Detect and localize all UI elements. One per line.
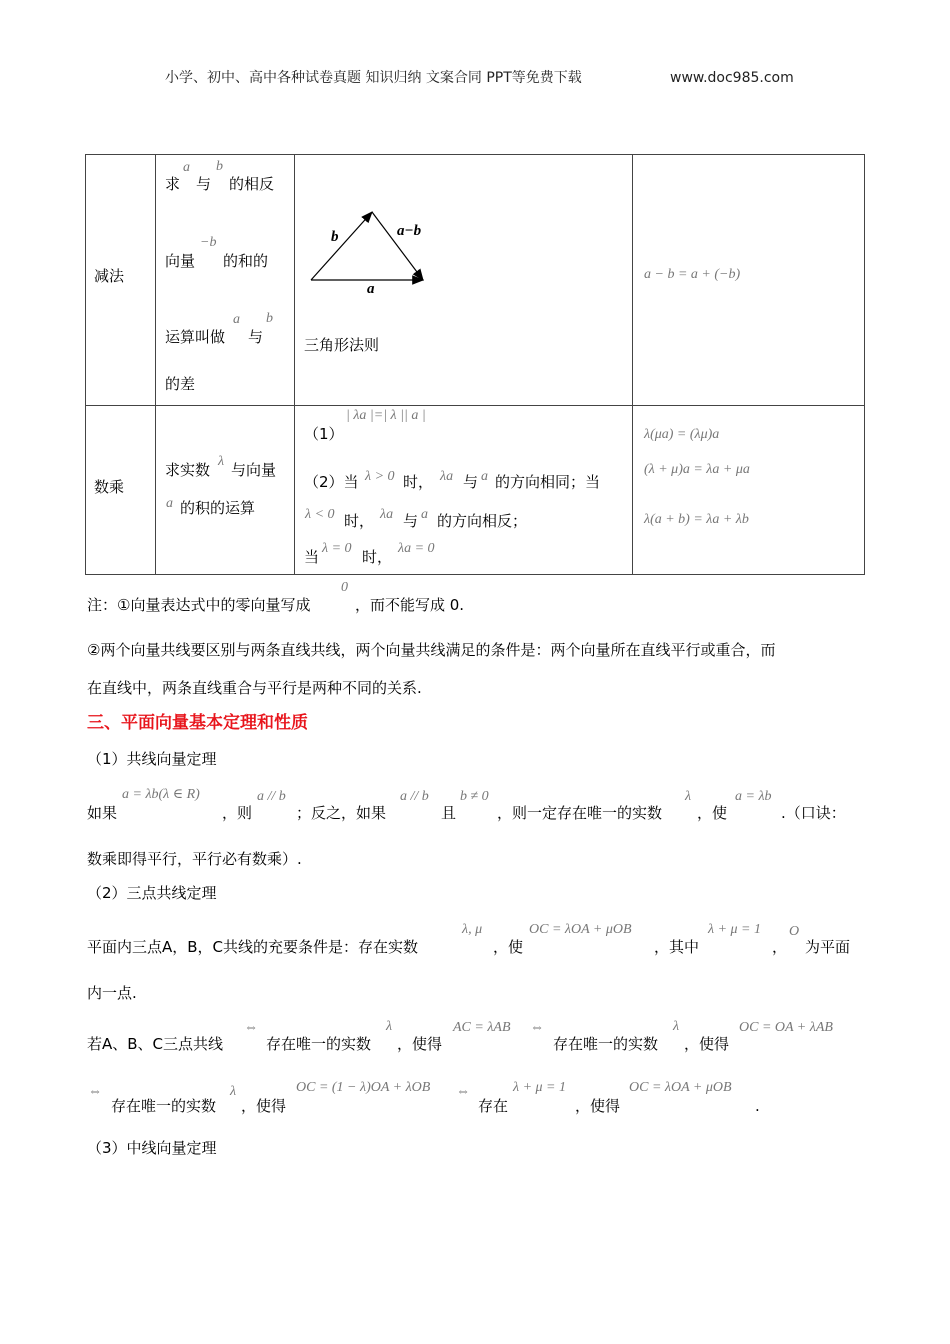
law-formula: (λ + μ)a = λa + μa (644, 462, 750, 477)
rule-text: 时， (344, 512, 375, 530)
math: AC = λAB (453, 1020, 511, 1035)
math: λ (230, 1084, 237, 1099)
math: λ = 0 (322, 541, 352, 556)
rule-text: 与 (403, 512, 419, 530)
math: λ < 0 (305, 507, 335, 522)
table-col-divider (294, 154, 295, 575)
math: −b (200, 235, 217, 250)
math: a = λb (735, 789, 772, 804)
para-text: ，使得 (684, 1035, 730, 1053)
def-text: 向量 (165, 252, 196, 270)
note-text: ，而不能写成 0. (355, 596, 465, 614)
row-label-subtraction: 减法 (94, 267, 125, 285)
math: λ + μ = 1 (708, 922, 761, 937)
para-text: . (755, 1097, 760, 1115)
math: b ≠ 0 (460, 789, 489, 804)
para-text: 存在 (478, 1097, 509, 1115)
subsection-title: （3）中线向量定理 (87, 1139, 217, 1157)
def-text: 与 (248, 328, 264, 346)
math: λ, μ (462, 922, 483, 937)
para-text: 若A、B、C三点共线 (87, 1035, 224, 1053)
math: a (233, 312, 240, 327)
math: b (266, 311, 273, 326)
def-text: 与 (196, 175, 212, 193)
def-text: 与向量 (231, 461, 277, 479)
math: b (216, 159, 223, 174)
para-text: ，使 (493, 938, 524, 956)
def-text: 的积的运算 (180, 499, 256, 517)
figure-caption: 三角形法则 (304, 336, 380, 354)
para-text: ；反之，如果 (296, 804, 387, 822)
table-border-bottom (85, 574, 865, 575)
math: λa = 0 (398, 541, 435, 556)
math: a (481, 469, 488, 484)
equiv-symbol: ⇔ (530, 1020, 544, 1035)
math: OC = λOA + μOB (529, 922, 632, 937)
math: | λa |=| λ || a | (346, 408, 426, 423)
def-text: 求 (165, 175, 181, 193)
header-text: 小学、初中、高中各种试卷真题 知识归纳 文案合同 PPT等免费下载 (165, 70, 582, 86)
para-text: ， (772, 938, 788, 956)
rule-text: （2）当 (304, 473, 359, 491)
para-text: 平面内三点A，B，C共线的充要条件是：存在实数 (87, 938, 419, 956)
table-border-right (864, 154, 865, 575)
vector-b-arrow (311, 212, 372, 280)
subsection-title: （2）三点共线定理 (87, 884, 217, 902)
para-text: 存在唯一的实数 (266, 1035, 372, 1053)
rule-text: 与 (463, 473, 479, 491)
math: a (421, 507, 428, 522)
equiv-symbol: ⇔ (244, 1020, 258, 1035)
para-text: ，使得 (397, 1035, 443, 1053)
def-text: 的差 (165, 375, 196, 393)
math: OC = λOA + μOB (629, 1080, 732, 1095)
math: a (166, 496, 173, 511)
para-text: ，其中 (654, 938, 700, 956)
math: a // b (257, 789, 286, 804)
rule-text: 的方向相同；当 (495, 473, 601, 491)
math: a (183, 160, 190, 175)
def-text: 的相反 (229, 175, 275, 193)
label-b: b (331, 229, 339, 245)
table-border-top (85, 154, 865, 155)
rule-text: 时， (403, 473, 434, 491)
law-formula: λ(μa) = (λμ)a (644, 427, 720, 442)
table-col-divider (155, 154, 156, 575)
math: λa (380, 507, 394, 522)
math: O (789, 924, 800, 939)
def-text: 求实数 (165, 461, 211, 479)
para-text: 存在唯一的实数 (553, 1035, 659, 1053)
rule-text: （1） (304, 425, 344, 443)
section-title: 三、平面向量基本定理和性质 (87, 713, 308, 733)
def-text: 运算叫做 (165, 328, 226, 346)
para-text: ，则一定存在唯一的实数 (497, 804, 663, 822)
para-text: ，使得 (241, 1097, 287, 1115)
math: OC = (1 − λ)OA + λOB (296, 1080, 431, 1095)
math: 0 (341, 580, 348, 595)
math: OC = OA + λAB (739, 1020, 833, 1035)
math: λ > 0 (365, 469, 395, 484)
math: λ (386, 1019, 393, 1034)
para-text: .（口诀： (781, 804, 846, 822)
table-col-divider (632, 154, 633, 575)
para-text: 为平面 (805, 938, 851, 956)
rule-text: 时， (362, 548, 393, 566)
rule-text: 当 (304, 548, 320, 566)
para-text: 存在唯一的实数 (111, 1097, 217, 1115)
subtraction-formula: a − b = a + (−b) (644, 267, 741, 282)
math: λ + μ = 1 (513, 1080, 566, 1095)
para-text: ，则 (222, 804, 253, 822)
para-text: ，使得 (575, 1097, 621, 1115)
para-text: 且 (441, 804, 457, 822)
note-text: 注：①向量表达式中的零向量写成 (87, 596, 311, 614)
math: λa (440, 469, 454, 484)
math: a = λb(λ ∈ R) (122, 787, 200, 802)
table-row-divider (85, 405, 865, 406)
math: λ (218, 454, 225, 469)
label-a: a (367, 281, 375, 297)
note-text: ②两个向量共线要区别与两条直线共线，两个向量共线满足的条件是：两个向量所在直线平行或重合，而 (87, 641, 776, 659)
para-text: 数乘即得平行，平行必有数乘）. (87, 850, 302, 868)
para-text: 如果 (87, 804, 118, 822)
table-border-left (85, 154, 86, 575)
row-label-scalar: 数乘 (94, 478, 125, 496)
rule-text: 的方向相反； (437, 512, 528, 530)
equiv-symbol: ⇔ (456, 1084, 470, 1099)
header-site: www.doc985.com (670, 70, 794, 86)
para-text: ，使 (697, 804, 728, 822)
math: a // b (400, 789, 429, 804)
note-text: 在直线中，两条直线重合与平行是两种不同的关系. (87, 679, 422, 697)
law-formula: λ(a + b) = λa + λb (644, 512, 749, 527)
equiv-symbol: ⇔ (88, 1084, 102, 1099)
math: λ (673, 1019, 680, 1034)
math: λ (685, 789, 692, 804)
subsection-title: （1）共线向量定理 (87, 750, 217, 768)
def-text: 的和的 (223, 252, 269, 270)
triangle-rule-diagram (300, 200, 440, 290)
para-text: 内一点. (87, 984, 137, 1002)
label-a-minus-b: a−b (397, 223, 422, 239)
